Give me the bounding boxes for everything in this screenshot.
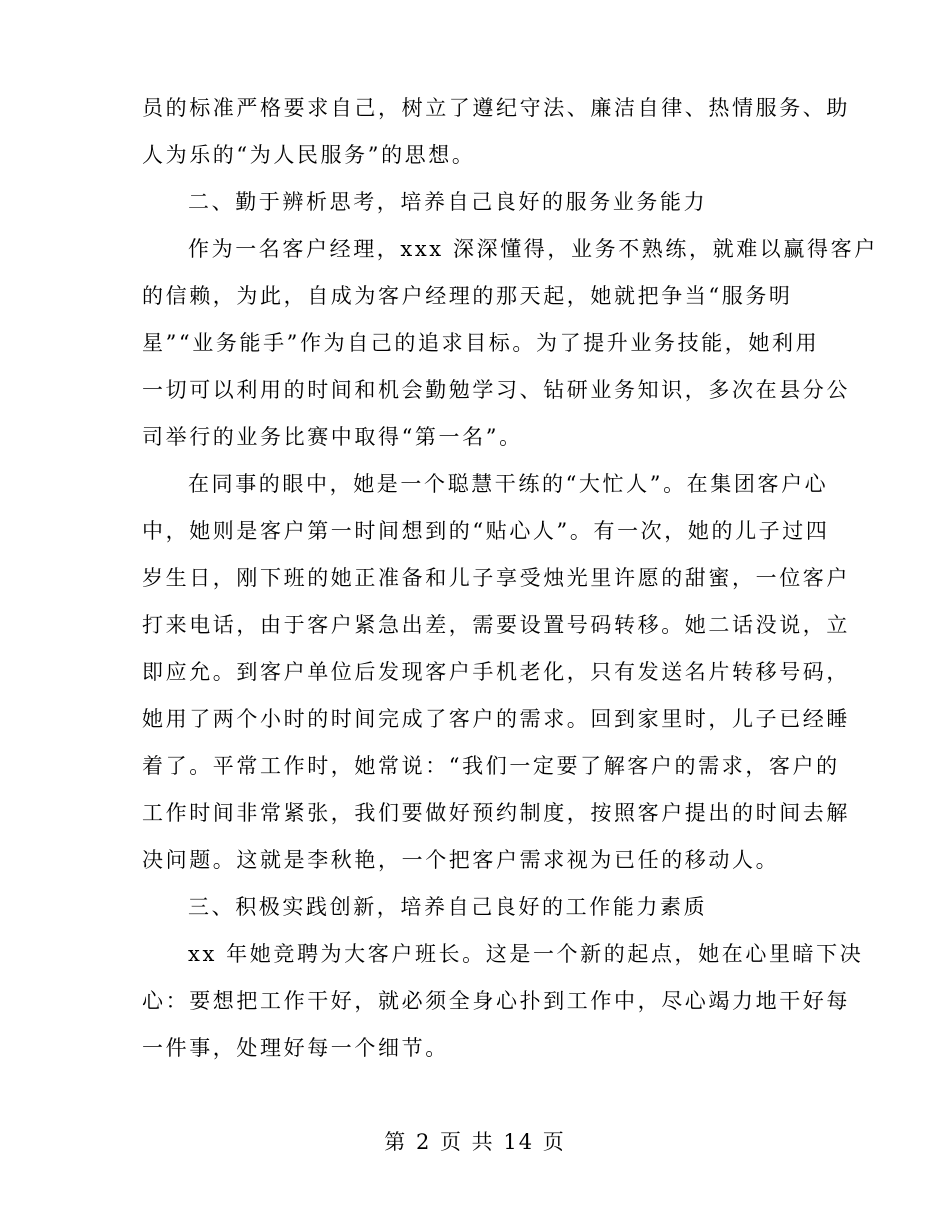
body-text-line: 决问题。这就是李秋艳，一个把客户需求视为已任的移动人。 bbox=[142, 848, 780, 872]
body-text-line: 着了。平常工作时，她常说：“我们一定要了解客户的需求，客户的 bbox=[142, 754, 840, 778]
body-text-line: 人为乐的“为人民服务”的思想。 bbox=[142, 143, 476, 167]
body-text-line: 一切可以利用的时间和机会勤勉学习、钻研业务知识，多次在县分公 bbox=[142, 378, 850, 402]
body-text-line: 打来电话，由于客户紧急出差，需要设置号码转移。她二话没说，立 bbox=[142, 613, 850, 637]
body-text-line: 司举行的业务比赛中取得“第一名”。 bbox=[142, 425, 523, 449]
body-text-line: 作为一名客户经理，xxx 深深懂得，业务不熟练，就难以赢得客户 bbox=[188, 237, 878, 261]
body-text-line: 即应允。到客户单位后发现客户手机老化，只有发送名片转移号码， bbox=[142, 660, 850, 684]
body-text-line: 星”“业务能手”作为自己的追求目标。为了提升业务技能，她利用 bbox=[142, 331, 820, 355]
body-text-line: 岁生日，刚下班的她正准备和儿子享受烛光里许愿的甜蜜，一位客户 bbox=[142, 566, 850, 590]
body-text-line: 心：要想把工作干好，就必须全身心扑到工作中，尽心竭力地干好每 bbox=[142, 989, 850, 1013]
section-heading: 三、积极实践创新，培养自己良好的工作能力素质 bbox=[188, 895, 708, 919]
body-text-line: 中，她则是客户第一时间想到的“贴心人”。有一次，她的儿子过四 bbox=[142, 519, 830, 543]
body-text-line: 一件事，处理好每一个细节。 bbox=[142, 1036, 449, 1060]
body-text-line: 在同事的眼中，她是一个聪慧干练的“大忙人”。在集团客户心 bbox=[188, 472, 829, 496]
body-text-line: 工作时间非常紧张，我们要做好预约制度，按照客户提出的时间去解 bbox=[142, 801, 850, 825]
body-text-line: xx 年她竞聘为大客户班长。这是一个新的起点，她在心里暗下决 bbox=[188, 942, 864, 966]
page-number-footer: 第 2 页 共 14 页 bbox=[384, 1130, 566, 1154]
section-heading: 二、勤于辨析思考，培养自己良好的服务业务能力 bbox=[188, 190, 708, 214]
body-text-line: 员的标准严格要求自己，树立了遵纪守法、廉洁自律、热情服务、助 bbox=[142, 96, 850, 120]
body-text-line: 的信赖，为此，自成为客户经理的那天起，她就把争当“服务明 bbox=[142, 284, 793, 308]
body-text-line: 她用了两个小时的时间完成了客户的需求。回到家里时，儿子已经睡 bbox=[142, 707, 850, 731]
